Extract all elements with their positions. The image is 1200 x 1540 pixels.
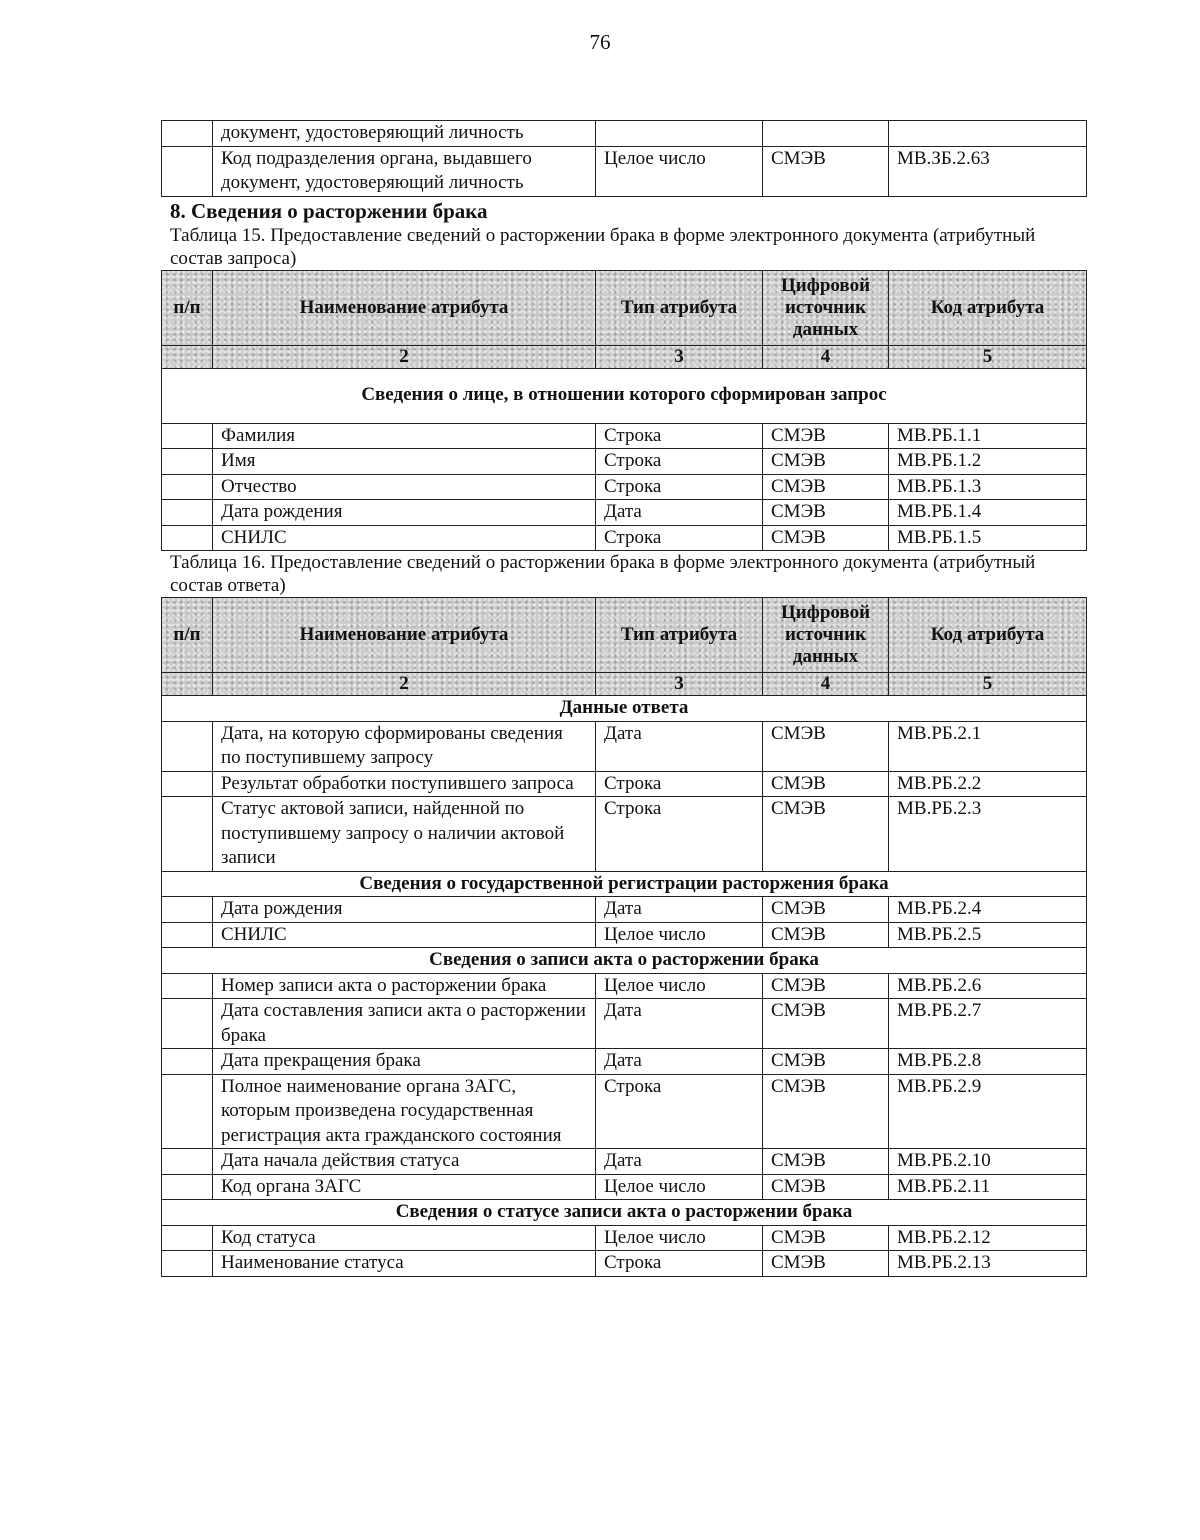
data-source: СМЭВ bbox=[763, 973, 889, 999]
attribute-name: Дата рождения bbox=[213, 897, 596, 923]
attribute-type: Дата bbox=[596, 1049, 763, 1075]
data-source: СМЭВ bbox=[763, 423, 889, 449]
attribute-code: МВ.РБ.1.2 bbox=[889, 449, 1087, 475]
header-cell-code: Код атрибута bbox=[889, 598, 1087, 673]
attribute-name: Дата, на которую сформированы сведения по поступившему запросу bbox=[213, 721, 596, 771]
attribute-code: МВ.РБ.2.1 bbox=[889, 721, 1087, 771]
attribute-code: МВ.РБ.2.4 bbox=[889, 897, 1087, 923]
row-number bbox=[162, 423, 213, 449]
attribute-name: Отчество bbox=[213, 474, 596, 500]
column-number-row bbox=[162, 673, 1087, 696]
attribute-code: МВ.РБ.2.7 bbox=[889, 999, 1087, 1049]
data-source: СМЭВ bbox=[763, 500, 889, 526]
header-cell-num: п/п bbox=[162, 598, 213, 673]
table-row bbox=[162, 1251, 1087, 1277]
table15-caption: Таблица 15. Предоставление сведений о расторжении брака в форме электронного документа (атрибутный состав запроса) bbox=[170, 224, 1036, 269]
data-source: СМЭВ bbox=[763, 897, 889, 923]
attribute-code: МВ.РБ.2.10 bbox=[889, 1149, 1087, 1175]
table15 bbox=[161, 270, 1087, 552]
attribute-name: Фамилия bbox=[213, 423, 596, 449]
attribute-code: МВ.РБ.2.3 bbox=[889, 797, 1087, 872]
attribute-name: Код подразделения органа, выдавшего документ, удостоверяющий личность bbox=[213, 146, 596, 196]
row-number bbox=[162, 146, 213, 196]
attribute-type: Дата bbox=[596, 999, 763, 1049]
column-number: 5 bbox=[889, 345, 1087, 368]
header-cell-code: Код атрибута bbox=[889, 270, 1087, 345]
data-source: СМЭВ bbox=[763, 1174, 889, 1200]
attribute-type: Целое число bbox=[596, 146, 763, 196]
attribute-code: МВ.РБ.2.13 bbox=[889, 1251, 1087, 1277]
column-number: 3 bbox=[596, 673, 763, 696]
page-number: 76 bbox=[589, 30, 611, 54]
table-row bbox=[162, 999, 1087, 1049]
table-row bbox=[162, 1074, 1087, 1149]
row-number bbox=[162, 1251, 213, 1277]
attribute-name: СНИЛС bbox=[213, 525, 596, 551]
group-row bbox=[162, 368, 1087, 423]
row-number bbox=[162, 1149, 213, 1175]
attribute-name: документ, удостоверяющий личность bbox=[213, 121, 596, 147]
group-title: Сведения о государственной регистрации расторжения брака bbox=[162, 871, 1087, 897]
row-number bbox=[162, 1049, 213, 1075]
data-source: СМЭВ bbox=[763, 771, 889, 797]
row-number bbox=[162, 1174, 213, 1200]
table-row bbox=[162, 897, 1087, 923]
table-row bbox=[162, 1049, 1087, 1075]
attribute-code: МВ.РБ.1.4 bbox=[889, 500, 1087, 526]
data-source bbox=[763, 121, 889, 147]
column-number: 4 bbox=[763, 673, 889, 696]
header-cell-name: Наименование атрибута bbox=[213, 270, 596, 345]
attribute-type: Дата bbox=[596, 721, 763, 771]
attribute-type: Целое число bbox=[596, 922, 763, 948]
attribute-type: Целое число bbox=[596, 973, 763, 999]
attribute-name: Дата начала действия статуса bbox=[213, 1149, 596, 1175]
attribute-name: Код статуса bbox=[213, 1225, 596, 1251]
header-cell-type: Тип атрибута bbox=[596, 270, 763, 345]
row-number bbox=[162, 922, 213, 948]
attribute-name: Результат обработки поступившего запроса bbox=[213, 771, 596, 797]
attribute-code: МВ.РБ.2.8 bbox=[889, 1049, 1087, 1075]
attribute-type: Строка bbox=[596, 525, 763, 551]
table-row bbox=[162, 973, 1087, 999]
continuation-table bbox=[161, 120, 1087, 197]
attribute-type: Целое число bbox=[596, 1174, 763, 1200]
table16 bbox=[161, 597, 1087, 1277]
table16-caption: Таблица 16. Предоставление сведений о расторжении брака в форме электронного документа (атрибутный состав ответа) bbox=[170, 552, 1036, 596]
row-number bbox=[162, 449, 213, 475]
header-row bbox=[162, 598, 1087, 673]
table-row bbox=[162, 474, 1087, 500]
attribute-type: Дата bbox=[596, 1149, 763, 1175]
header-cell-num: п/п bbox=[162, 270, 213, 345]
table-row bbox=[162, 797, 1087, 872]
group-title: Сведения о статусе записи акта о расторжении брака bbox=[162, 1200, 1087, 1226]
data-source: СМЭВ bbox=[763, 1251, 889, 1277]
row-number bbox=[162, 973, 213, 999]
attribute-code: МВ.РБ.2.12 bbox=[889, 1225, 1087, 1251]
attribute-type: Строка bbox=[596, 474, 763, 500]
document-body bbox=[161, 120, 1086, 1277]
attribute-name: Наименование статуса bbox=[213, 1251, 596, 1277]
group-row bbox=[162, 1200, 1087, 1226]
group-row bbox=[162, 696, 1087, 722]
group-row bbox=[162, 948, 1087, 974]
attribute-type: Строка bbox=[596, 1074, 763, 1149]
header-cell-source: Цифровой источник данных bbox=[763, 270, 889, 345]
attribute-type: Дата bbox=[596, 897, 763, 923]
group-title: Сведения о записи акта о расторжении брака bbox=[162, 948, 1087, 974]
attribute-name: Номер записи акта о расторжении брака bbox=[213, 973, 596, 999]
attribute-name: Дата рождения bbox=[213, 500, 596, 526]
table-row bbox=[162, 525, 1087, 551]
attribute-code: МВ.РБ.2.6 bbox=[889, 973, 1087, 999]
attribute-name: СНИЛС bbox=[213, 922, 596, 948]
column-number bbox=[162, 673, 213, 696]
attribute-type: Строка bbox=[596, 1251, 763, 1277]
group-title: Данные ответа bbox=[162, 696, 1087, 722]
attribute-name: Полное наименование органа ЗАГС, которым произведена государственная регистрация акта гражданского состояния bbox=[213, 1074, 596, 1149]
table-row bbox=[162, 1225, 1087, 1251]
data-source: СМЭВ bbox=[763, 1149, 889, 1175]
column-number: 4 bbox=[763, 345, 889, 368]
row-number bbox=[162, 1074, 213, 1149]
row-number bbox=[162, 771, 213, 797]
section-heading: 8. Сведения о расторжении брака bbox=[170, 198, 488, 223]
data-source: СМЭВ bbox=[763, 1074, 889, 1149]
column-number: 5 bbox=[889, 673, 1087, 696]
attribute-code: МВ.ЗБ.2.63 bbox=[889, 146, 1087, 196]
attribute-name: Дата прекращения брака bbox=[213, 1049, 596, 1075]
attribute-code: МВ.РБ.2.11 bbox=[889, 1174, 1087, 1200]
table-row bbox=[162, 423, 1087, 449]
attribute-name: Код органа ЗАГС bbox=[213, 1174, 596, 1200]
attribute-code: МВ.РБ.2.5 bbox=[889, 922, 1087, 948]
attribute-code: МВ.РБ.2.9 bbox=[889, 1074, 1087, 1149]
attribute-code: МВ.РБ.2.2 bbox=[889, 771, 1087, 797]
data-source: СМЭВ bbox=[763, 525, 889, 551]
header-cell-name: Наименование атрибута bbox=[213, 598, 596, 673]
attribute-name: Статус актовой записи, найденной по поступившему запросу о наличии актовой записи bbox=[213, 797, 596, 872]
row-number bbox=[162, 797, 213, 872]
data-source: СМЭВ bbox=[763, 797, 889, 872]
table-row bbox=[162, 922, 1087, 948]
table-row bbox=[162, 146, 1087, 196]
data-source: СМЭВ bbox=[763, 922, 889, 948]
column-number: 2 bbox=[213, 673, 596, 696]
data-source: СМЭВ bbox=[763, 449, 889, 475]
table-row bbox=[162, 1149, 1087, 1175]
data-source: СМЭВ bbox=[763, 999, 889, 1049]
data-source: СМЭВ bbox=[763, 1049, 889, 1075]
attribute-type: Строка bbox=[596, 449, 763, 475]
table-row bbox=[162, 449, 1087, 475]
data-source: СМЭВ bbox=[763, 1225, 889, 1251]
data-source: СМЭВ bbox=[763, 146, 889, 196]
attribute-name: Имя bbox=[213, 449, 596, 475]
column-number: 2 bbox=[213, 345, 596, 368]
column-number-row bbox=[162, 345, 1087, 368]
attribute-type: Строка bbox=[596, 797, 763, 872]
table-row bbox=[162, 721, 1087, 771]
header-cell-type: Тип атрибута bbox=[596, 598, 763, 673]
attribute-code bbox=[889, 121, 1087, 147]
table-row bbox=[162, 1174, 1087, 1200]
column-number: 3 bbox=[596, 345, 763, 368]
data-source: СМЭВ bbox=[763, 474, 889, 500]
attribute-code: МВ.РБ.1.3 bbox=[889, 474, 1087, 500]
row-number bbox=[162, 500, 213, 526]
data-source: СМЭВ bbox=[763, 721, 889, 771]
row-number bbox=[162, 474, 213, 500]
row-number bbox=[162, 999, 213, 1049]
row-number bbox=[162, 121, 213, 147]
table-row bbox=[162, 771, 1087, 797]
attribute-code: МВ.РБ.1.5 bbox=[889, 525, 1087, 551]
table-row bbox=[162, 500, 1087, 526]
attribute-type: Дата bbox=[596, 500, 763, 526]
column-number bbox=[162, 345, 213, 368]
attribute-type bbox=[596, 121, 763, 147]
group-title: Сведения о лице, в отношении которого сформирован запрос bbox=[162, 368, 1087, 423]
header-cell-source: Цифровой источник данных bbox=[763, 598, 889, 673]
attribute-type: Строка bbox=[596, 771, 763, 797]
row-number bbox=[162, 721, 213, 771]
attribute-code: МВ.РБ.1.1 bbox=[889, 423, 1087, 449]
row-number bbox=[162, 897, 213, 923]
header-row bbox=[162, 270, 1087, 345]
row-number bbox=[162, 525, 213, 551]
attribute-type: Целое число bbox=[596, 1225, 763, 1251]
row-number bbox=[162, 1225, 213, 1251]
table-row bbox=[162, 121, 1087, 147]
attribute-name: Дата составления записи акта о расторжении брака bbox=[213, 999, 596, 1049]
group-row bbox=[162, 871, 1087, 897]
attribute-type: Строка bbox=[596, 423, 763, 449]
